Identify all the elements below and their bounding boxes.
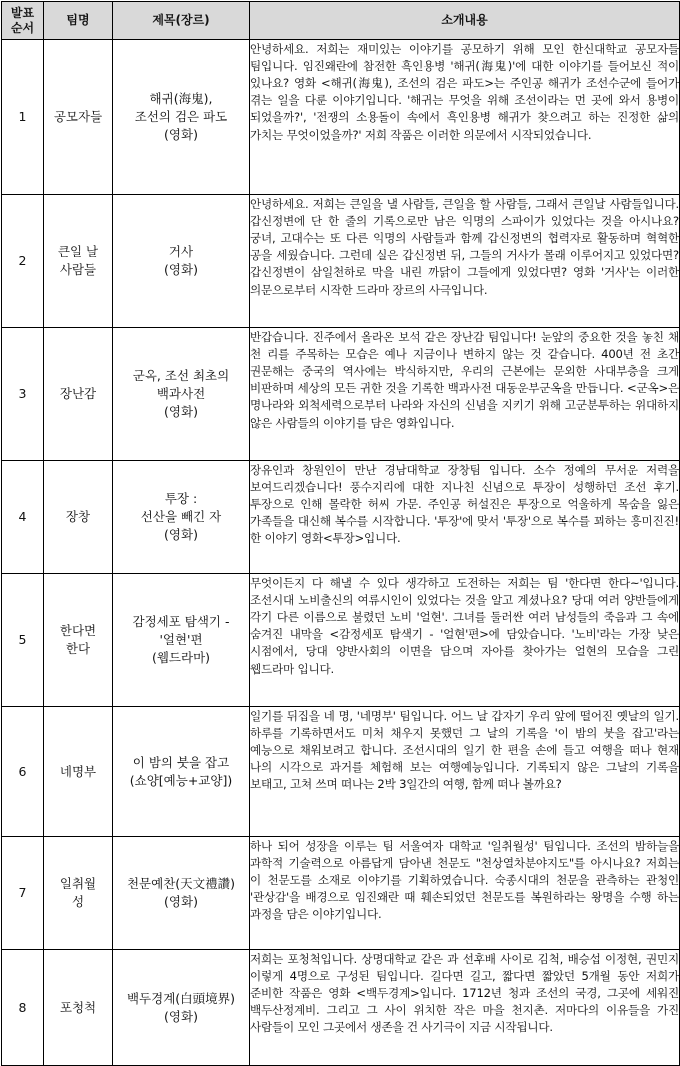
presentation-table bbox=[1, 1, 680, 1066]
work-title-genre: 해귀(海鬼), 조선의 검은 파도 (영화) bbox=[134, 91, 228, 142]
team-name: 장난감 bbox=[59, 386, 97, 401]
presentation-order: 3 bbox=[18, 386, 27, 401]
presentation-order: 7 bbox=[18, 885, 27, 900]
work-title-genre: 투장 : 선산을 빼긴 자 (영화) bbox=[140, 491, 222, 542]
table-row bbox=[2, 950, 680, 1066]
table-row bbox=[2, 707, 680, 837]
presentation-order: 2 bbox=[18, 253, 27, 268]
presentation-order: 6 bbox=[18, 763, 27, 779]
table-body bbox=[2, 40, 680, 1066]
table-row bbox=[2, 837, 680, 950]
introduction-text: 안녕하세요. 저희는 재미있는 이야기를 공모하기 위해 모인 한신대학교 공모자들 팀입니다. 임진왜란에 참전한 흑인용병 '해귀(海鬼)'에 대한 이야기를 들어보신 적이 있나요? 영화 <해귀(海鬼), 조선의 검은 파도>는 주인공 해귀가 조선수군에 들어가 겪는 일을 다룬 이야기입니다. '해귀는 무엇을 위해 조선이라는 먼 곳에 와서 용병이 되었을까?', '전쟁의 소용돌이 속에서 흑인용병 해귀가 찾으려고 하는 진정한 삶의 가치는 무엇이었을까?' 저희 작품은 이러한 의문에서 시작되었습니다. bbox=[250, 41, 679, 142]
introduction-text: 장유인과 창원인이 만난 경남대학교 장창팀 입니다. 소수 정예의 무서운 저력을 보여드리겠습니다! 풍수지리에 대한 지나친 신념으로 투장이 성행하던 조선 후기. 투장으로 인해 몰락한 허씨 가문. 주인공 허설진은 투장으로 억울하게 목숨을 잃은 가족들을 대신해 복수를 시작합니다. '투장'에 맞서 '투장'으로 복수를 꾀하는 흥미진진!한 이야기 영화<투장>입니다. bbox=[250, 462, 679, 546]
work-title-genre: 백두경계(白頭境界) (영화) bbox=[126, 990, 236, 1024]
header-team: 팀명 bbox=[44, 2, 113, 40]
work-title-genre: 군옥, 조선 최초의 백과사전 (영화) bbox=[132, 368, 230, 419]
table-row bbox=[2, 40, 680, 195]
team-name: 포청척 bbox=[59, 999, 97, 1015]
presentation-order: 8 bbox=[18, 999, 27, 1015]
table-row bbox=[2, 574, 680, 707]
team-name: 공모자들 bbox=[53, 109, 103, 124]
header-title: 제목(장르) bbox=[113, 2, 250, 40]
header-order: 발표순서 bbox=[2, 2, 44, 40]
introduction-text: 저희는 포청척입니다. 상명대학교 같은 과 선후배 사이로 김척, 배승섭 이정현, 권민지 이렇게 4명으로 구성된 팀입니다. 길다면 길고, 짧다면 짧았던 5개월 동안 저희가 준비한 작품은 영화 <백두경계>입니다. 1712년 청과 조선의 국경, 그곳에 세워진 백두산정계비. 그리고 그 사이 위치한 작은 마을 천지촌. 저마다의 이유들을 가진 사람들이 모인 그곳에서 생존을 건 사기극이 지금 시작됩니다. bbox=[250, 951, 679, 1035]
table-row bbox=[2, 195, 680, 328]
table-row bbox=[2, 328, 680, 461]
team-name: 일취월 성 bbox=[59, 876, 97, 909]
introduction-text: 안녕하세요. 저희는 큰일을 낼 사람들, 큰일을 할 사람들, 그래서 큰일날 사람들입니다. 갑신정변에 단 한 줄의 기록으로만 남은 익명의 스파이가 있었다는 것을 아시나요? 궁녀, 고대수는 또 다른 익명의 사람들과 함께 갑신정변의 협력자로 활동하며 혁혁한 공을 세웠습니다. 그런데 실은 갑신정변 뒤, 그들의 거사가 몰래 이루어지고 있었다면? 갑신정변이 삼일천하로 막을 내린 까닭이 그들에게 있었다면? 영화 '거사'는 이러한 의문으로부터 시작한 드라마 장르의 사극입니다. bbox=[250, 196, 679, 297]
presentation-order: 5 bbox=[18, 632, 27, 647]
header-description: 소개내용 bbox=[250, 2, 680, 40]
table-row bbox=[2, 461, 680, 574]
header-row bbox=[2, 2, 680, 40]
presentation-order: 4 bbox=[18, 509, 27, 524]
introduction-text: 하나 되어 성장을 이루는 팀 서울여자 대학교 '일취월성' 팀입니다. 조선의 밤하늘을 과학적 기술력으로 아름답게 담아낸 천문도 "천상열차분야지도"를 아시나요? 저희는 이 천문도를 소재로 이야기를 기획하였습니다. 숙종시대의 천문을 관측하는 관청인 '관상감'을 배경으로 임진왜란 때 훼손되었던 천문도를 복원하라는 왕명을 수행 하는 과정을 담은 이야기입니다. bbox=[250, 838, 679, 922]
work-title-genre: 감정세포 탐색기 - '얼현'편 (웹드라마) bbox=[132, 614, 230, 665]
team-name: 한다면 한다 bbox=[59, 623, 97, 656]
work-title-genre: 거사 (영화) bbox=[164, 244, 198, 277]
introduction-text: 무엇이든지 다 해낼 수 있다 생각하고 도전하는 저희는 팀 '한다면 한다~'입니다. 조선시대 노비출신의 여류시인이 있었다는 것을 알고 계셨나요? 당대 여러 양반들에게 각기 다른 이름으로 불렸던 노비 '얼현'. 그녀를 둘러싼 여러 남성들의 죽음과 그 속에 숨겨진 내막을 <감정세포 탐색기 - '얼현'편>에 담았습니다. '노비'라는 가장 낮은 시점에서, 당대 양반사회의 이면을 담으며 자아를 찾아가는 얼현의 모습을 그린 웹드라마 입니다. bbox=[250, 575, 679, 676]
presentation-order: 1 bbox=[18, 109, 27, 124]
work-title-genre: 천문예찬(天文禮讚) (영화) bbox=[126, 876, 236, 909]
work-title-genre: 이 밤의 붓을 잡고 (쇼양[예능+교양]) bbox=[129, 754, 233, 788]
team-name: 큰일 날 사람들 bbox=[57, 244, 99, 277]
team-name: 네명부 bbox=[59, 763, 97, 779]
introduction-text: 반갑습니다. 진주에서 올라온 보석 같은 장난감 팀입니다! 눈앞의 중요한 것을 놓친 채 천 리를 주목하는 모습은 예나 지금이나 변하지 않는 것 같습니다. 400년 전 초간 권문해는 중국의 역사에는 박식하지만, 우리의 근본에는 문외한 사대부층을 크게 비판하며 세상의 모든 귀한 것을 기록한 백과사전 대동운부군옥을 만듭니다. <군옥>은 명나라와 외척세력으로부터 나라와 자신의 신념을 지키기 위해 고군분투하는 위대하지 않은 사람들의 이야기를 담은 영화입니다. bbox=[250, 329, 679, 430]
introduction-text: 일기를 뒤집을 네 명, '네명부' 팀입니다. 어느 날 갑자기 우리 앞에 떨어진 옛날의 일기. 하루를 기록하면서도 미처 채우지 못했던 그 날의 기록을 '이 밤의 붓을 잡고'라는 예능으로 채워보려고 합니다. 조선시대의 일기 한 편을 손에 들고 여행을 떠나 현재 나의 시각으로 과거를 체험해 보는 여행예능입니다. 기록되지 않은 그날의 기록을 보태고, 고쳐 쓰며 떠나는 2박 3일간의 여행, 함께 떠나 볼까요? bbox=[250, 708, 679, 792]
team-name: 장창 bbox=[65, 509, 91, 524]
